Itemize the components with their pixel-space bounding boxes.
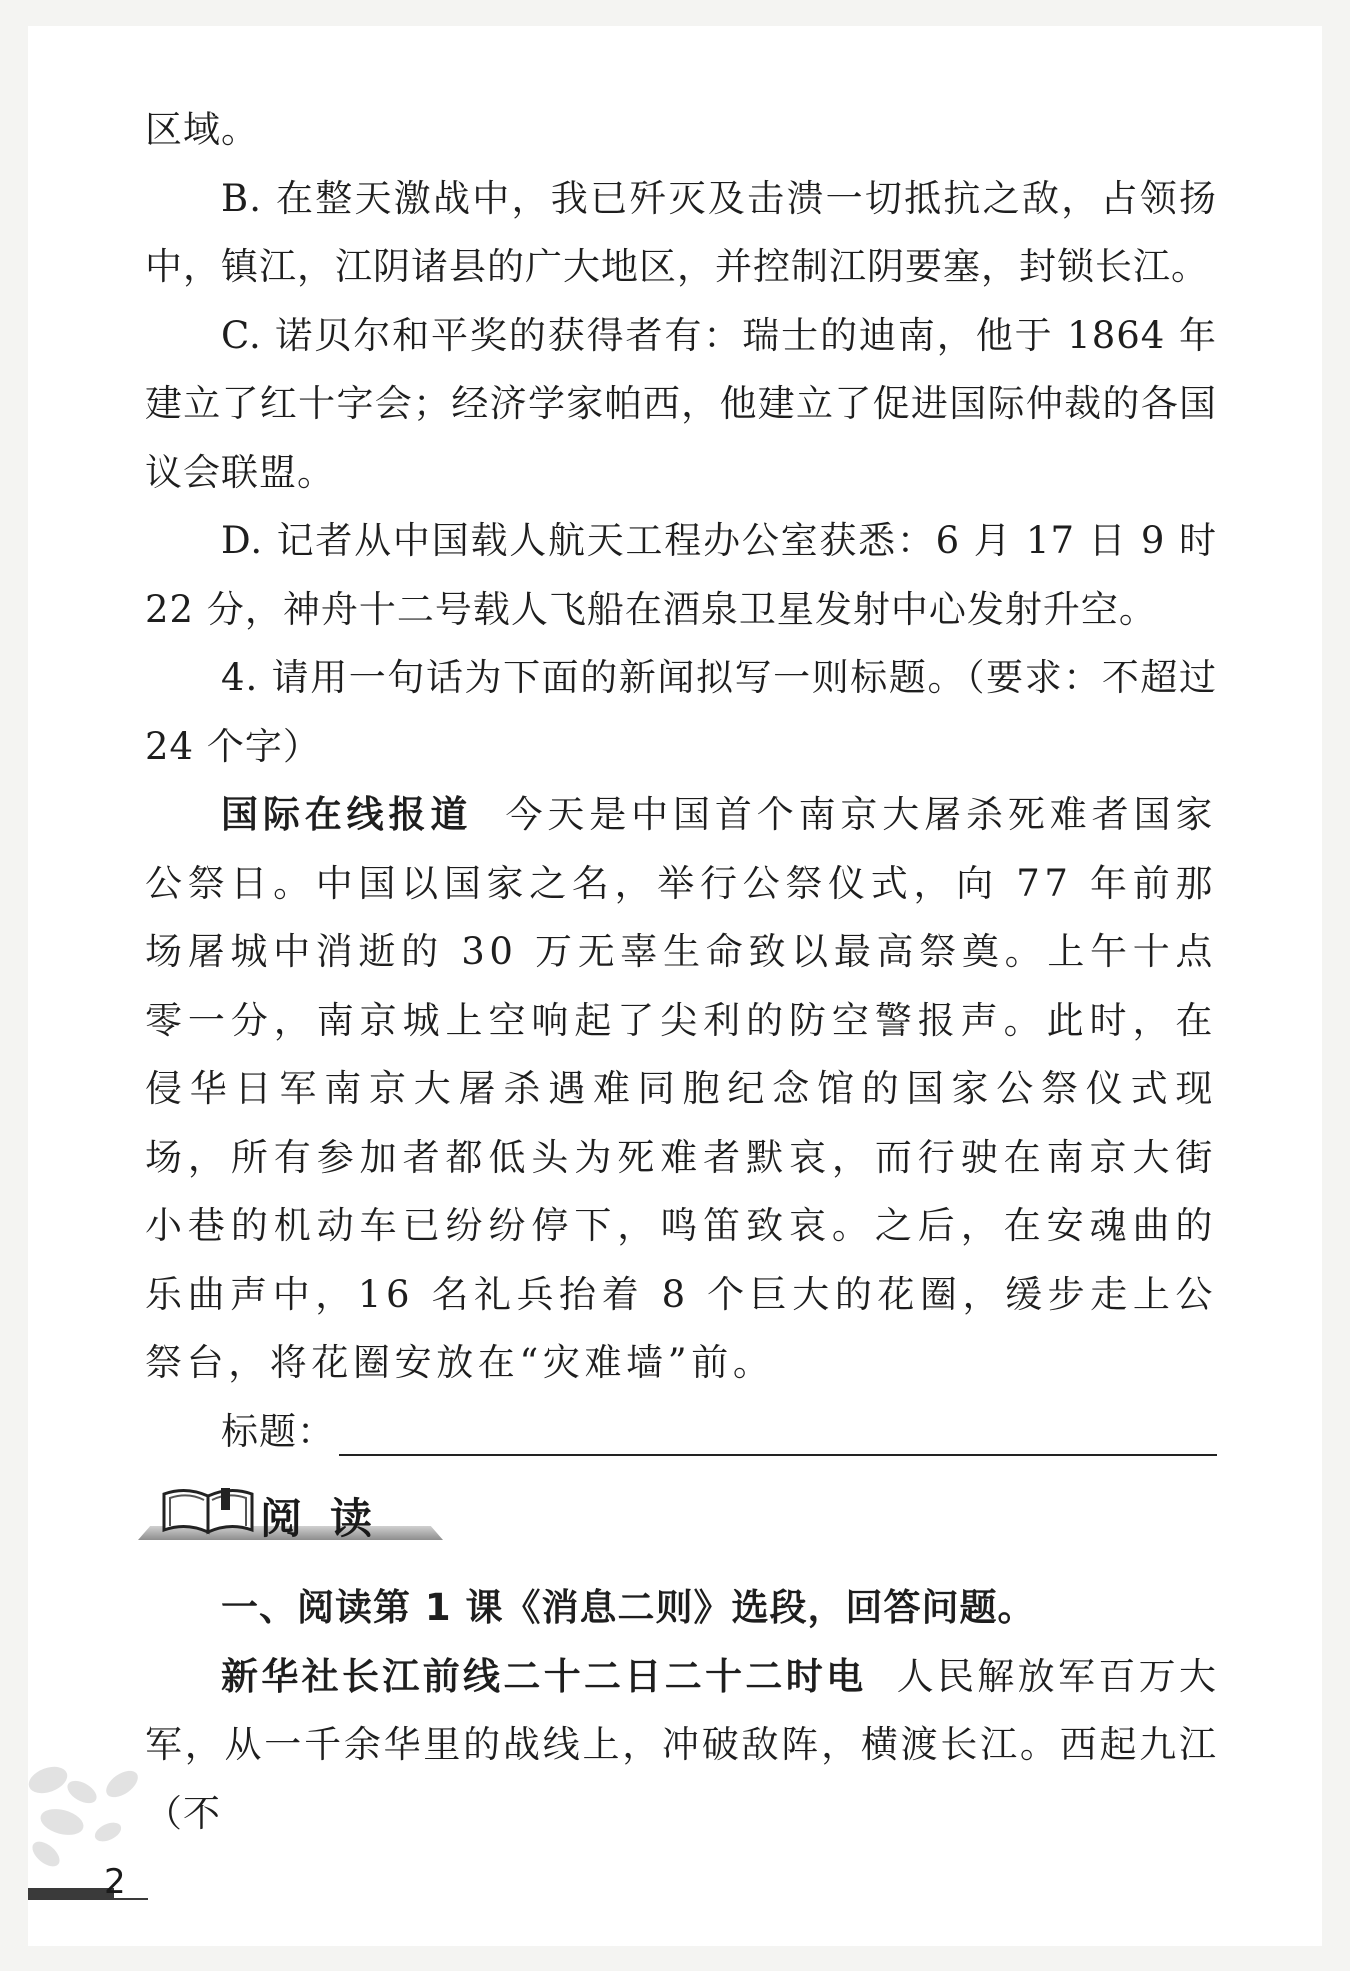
news-lead: 国际在线报道 xyxy=(221,793,473,836)
option-d: D. 记者从中国载人航天工程办公室获悉：6 月 17 日 9 时 22 分，神舟十二号载人飞船在酒泉卫星发射中心发射升空。 xyxy=(145,519,1217,631)
news-paragraph xyxy=(145,781,1217,1398)
section-header-reading xyxy=(138,1484,448,1542)
news-body: 今天是中国首个南京大屠杀死难者国家公祭日。中国以国家之名，举行公祭仪式，向 77 年前那场屠城中消逝的 30 万无辜生命致以最高祭奠。上午十点零一分，南京城上空响起了尖利的防空警报声。此时，在侵华日军南京大屠杀遇难同胞纪念馆的国家公祭仪式现场，所有参加者都低头为死难者默哀，而行驶在南京大街小巷的机动车已纷纷停下，鸣笛致哀。之后，在安魂曲的乐曲声中，16 名礼兵抬着 8 个巨大的花圈，缓步走上公祭台，将花圈安放在“灾难墙”前。 xyxy=(145,793,1217,1384)
footer-band xyxy=(28,1888,114,1900)
leaf-pattern-icon xyxy=(22,1762,162,1872)
exercise-text xyxy=(145,96,1217,1466)
continued-text: 区域。 xyxy=(145,108,259,151)
reading-text xyxy=(145,1574,1217,1848)
title-label: 标题： xyxy=(221,1409,335,1453)
reading-body: 人民解放军百万大军，从一千余华里的战线上，冲破敌阵，横渡长江。西起九江（不 xyxy=(145,1654,1217,1835)
title-answer-line xyxy=(145,1398,1217,1467)
reading-question: 一、阅读第 1 课《消息二则》选段，回答问题。 xyxy=(221,1586,1036,1629)
dateline: 新华社长江前线二十二日二十二时电 xyxy=(221,1654,867,1698)
open-book-icon xyxy=(158,1484,258,1536)
question-4: 4. 请用一句话为下面的新闻拟写一则标题。（要求：不超过 24 个字） xyxy=(145,656,1217,768)
reading-paragraph xyxy=(145,1643,1217,1849)
page-number: 2 xyxy=(104,1862,126,1902)
title-blank[interactable] xyxy=(339,1402,1217,1456)
section-title: 阅读 xyxy=(260,1494,401,1543)
option-c: C. 诺贝尔和平奖的获得者有：瑞士的迪南，他于 1864 年建立了红十字会；经济学家帕西，他建立了促进国际仲裁的各国议会联盟。 xyxy=(145,313,1217,494)
option-b: B. 在整天激战中，我已歼灭及击溃一切抵抗之敌，占领扬中，镇江，江阴诸县的广大地区，并控制江阴要塞，封锁长江。 xyxy=(145,176,1217,288)
page-number-footer xyxy=(28,1862,148,1906)
